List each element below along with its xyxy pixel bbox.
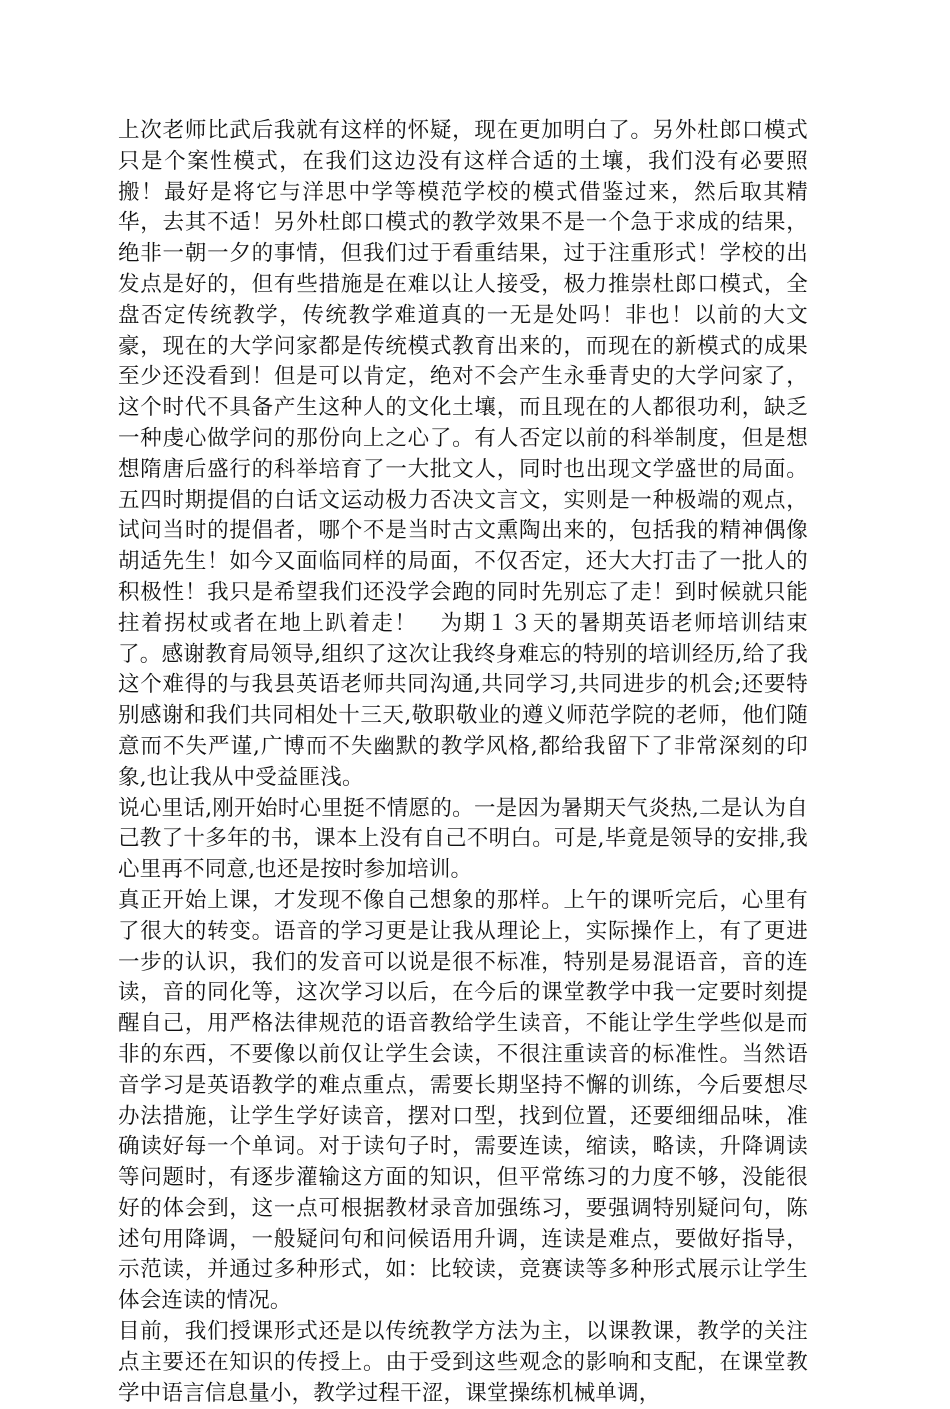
paragraph-2: 说心里话,刚开始时心里挺不情愿的。一是因为暑期天气炎热,二是认为自己教了十多年的书，课本上没有自己不明白。可是,毕竟是领导的安排,我心里再不同意,也还是按时参加培训。 (118, 795, 808, 883)
document-body (118, 116, 808, 1409)
paragraph-3: 真正开始上课，才发现不像自己想象的那样。上午的课听完后，心里有了很大的转变。语音的学习更是让我从理论上，实际操作上，有了更进一步的认识，我们的发音可以说是很不标准，特别是易混语音，音的连读，音的同化等，这次学习以后，在今后的课堂教学中我一定要时刻提醒自己，用严格法律规范的语音教给学生读音，不能让学生学些似是而非的东西，不要像以前仅让学生会读，不很注重读音的标准性。当然语音学习是英语教学的难点重点，需要长期坚持不懈的训练，今后要想尽办法措施，让学生学好读音，摆对口型，找到位置，还要细细品味，准确读好每一个单词。对于读句子时，需要连读，缩读，略读，升降调读等问题时，有逐步灌输这方面的知识，但平常练习的力度不够，没能很好的体会到，这一点可根据教材录音加强练习，要强调特别疑问句，陈述句用降调，一般疑问句和问候语用升调，连读是难点，要做好指导，示范读，并通过多种形式，如：比较读，竞赛读等多种形式展示让学生体会连读的情况。 (118, 887, 808, 1314)
paragraph-1: 上次老师比武后我就有这样的怀疑，现在更加明白了。另外杜郎口模式只是个案性模式，在我们这边没有这样合适的土壤，我们没有必要照搬！最好是将它与洋思中学等模范学校的模式借鉴过来，然后取其精华，去其不适！另外杜郎口模式的教学效果不是一个急于求成的结果，绝非一朝一夕的事情，但我们过于看重结果，过于注重形式！学校的出发点是好的，但有些措施是在难以让人接受，极力推崇杜郎口模式，全盘否定传统教学，传统教学难道真的一无是处吗！非也！以前的大文豪，现在的大学问家都是传统模式教育出来的，而现在的新模式的成果至少还没看到！但是可以肯定，绝对不会产生永垂青史的大学问家了，这个时代不具备产生这种人的文化土壤，而且现在的人都很功利，缺乏一种虔心做学问的那份向上之心了。有人否定以前的科举制度，但是想想隋唐后盛行的科举培育了一大批文人，同时也出现文学盛世的局面。五四时期提倡的白话文运动极力否决文言文，实则是一种极端的观点，试问当时的提倡者，哪个不是当时古文熏陶出来的，包括我的精神偶像胡适先生！如今又面临同样的局面，不仅否定，还大大打击了一批人的积极性！我只是希望我们还没学会跑的同时先别忘了走！到时候就只能拄着拐杖或者在地上趴着走！ 为期１３天的暑期英语老师培训结束了。感谢教育局领导,组织了这次让我终身难忘的特别的培训经历,给了我这个难得的与我县英语老师共同沟通,共同学习,共同进步的机会;还要特别感谢和我们共同相处十三天,敬职敬业的遵义师范学院的老师，他们随意而不失严谨,广博而不失幽默的教学风格,都给我留下了非常深刻的印象,也让我从中受益匪浅。 (118, 118, 808, 790)
paragraph-4: 目前，我们授课形式还是以传统教学方法为主，以课教课，教学的关注点主要还在知识的传授上。由于受到这些观念的影响和支配，在课堂教学中语言信息量小，教学过程干涩，课堂操练机械单调， (118, 1319, 808, 1406)
